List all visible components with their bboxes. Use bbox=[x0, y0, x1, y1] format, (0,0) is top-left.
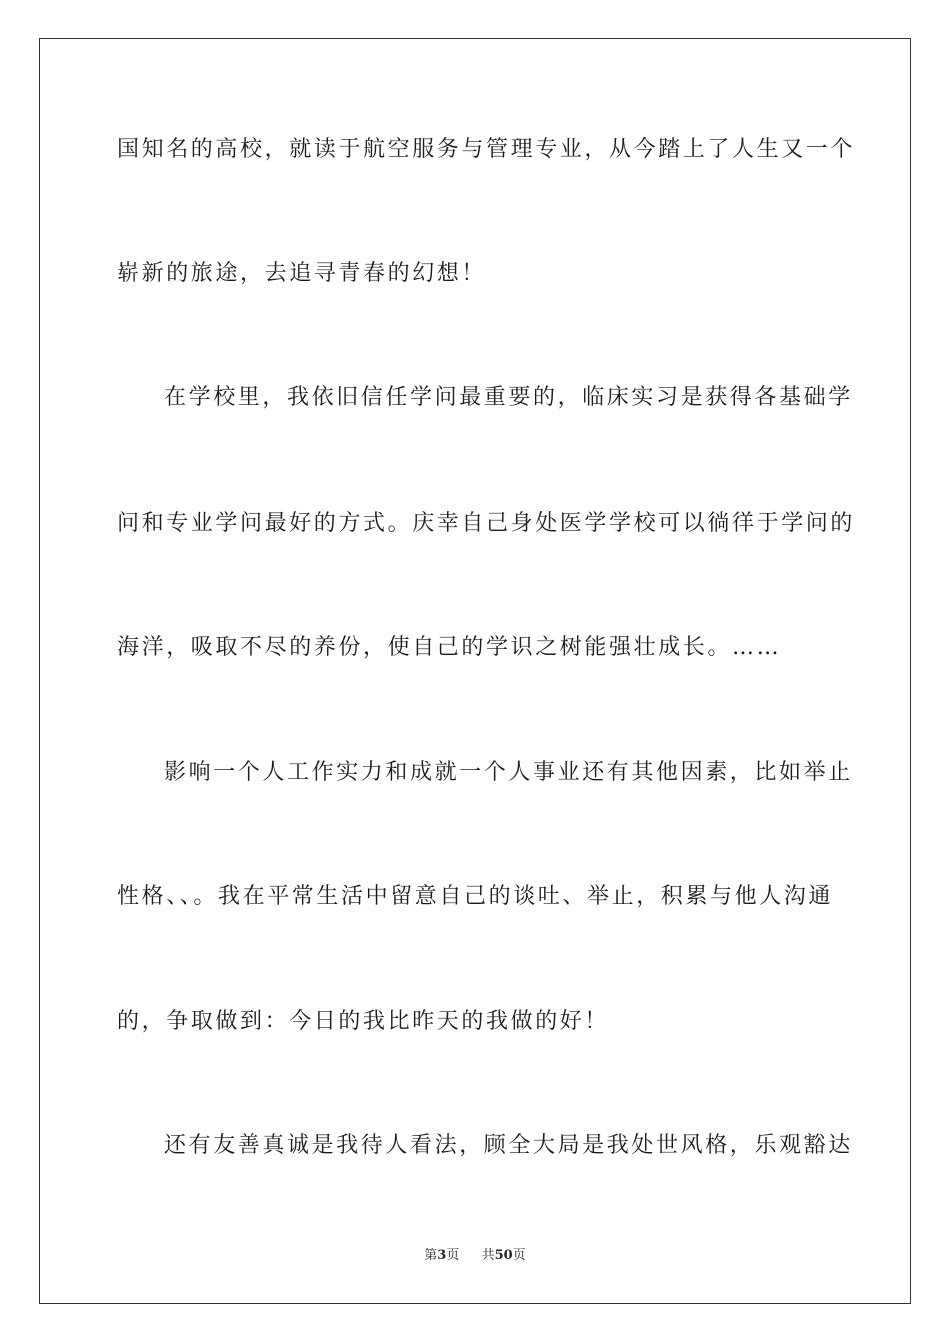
text-line: 国知名的高校，就读于航空服务与管理专业，从今踏上了人生又一个 bbox=[117, 137, 856, 162]
paragraph-start-line: 在学校里，我依旧信任学问最重要的，临床实习是获得各基础学 bbox=[164, 385, 853, 410]
total-pages: 50 bbox=[494, 1248, 513, 1263]
text-line: 崭新的旅途，去追寻青春的幻想！ bbox=[117, 261, 487, 286]
page-border bbox=[39, 38, 911, 1304]
text-line: 的，争取做到：今日的我比昨天的我做的好！ bbox=[117, 1009, 610, 1034]
page-label-suffix: 页 bbox=[446, 1248, 460, 1263]
text-line: 问和专业学问最好的方式。庆幸自己身处医学学校可以徜徉于学问的 bbox=[117, 511, 856, 536]
text-line: 性格、、。我在平常生活中留意自己的谈吐、举止，积累与他人沟通 bbox=[117, 884, 834, 909]
text-line: 海洋，吸取不尽的养份，使自己的学识之树能强壮成长。…… bbox=[117, 635, 782, 660]
page-footer bbox=[0, 1247, 950, 1265]
page-number: 3 bbox=[437, 1248, 447, 1263]
total-label-prefix: 共 bbox=[481, 1248, 495, 1263]
paragraph-start-line: 还有友善真诚是我待人看法，顾全大局是我处世风格，乐观豁达 bbox=[164, 1133, 853, 1158]
paragraph-start-line: 影响一个人工作实力和成就一个人事业还有其他因素，比如举止 bbox=[164, 760, 853, 785]
total-label-suffix: 页 bbox=[512, 1248, 526, 1263]
page-label-prefix: 第 bbox=[424, 1248, 438, 1263]
